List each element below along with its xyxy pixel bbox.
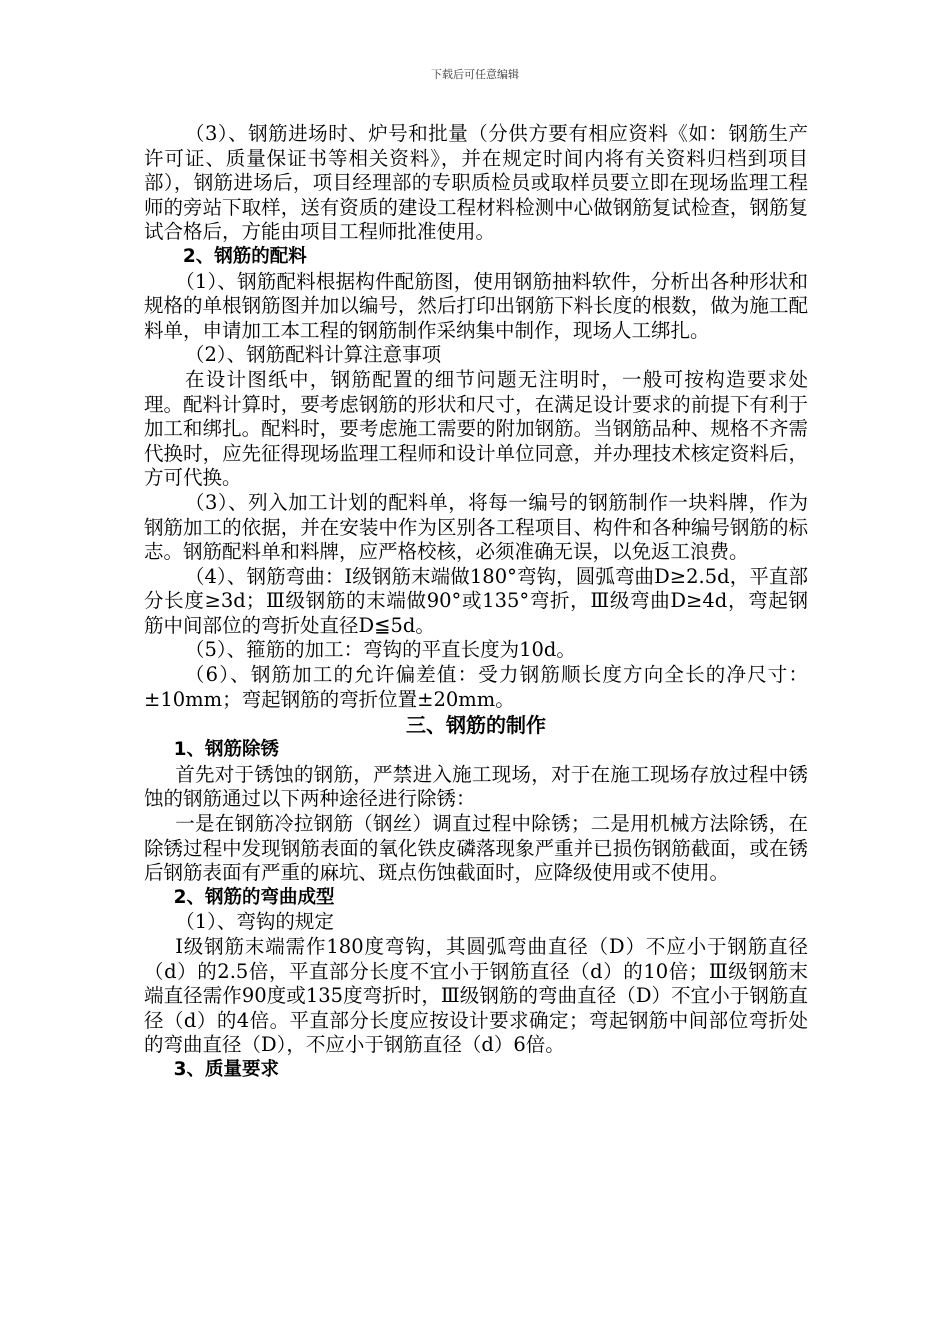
document-body <box>144 122 808 1083</box>
heading-steel-batching: 2、钢筋的配料 <box>182 245 307 267</box>
paragraph-rust-2: 一是在钢筋冷拉钢筋（钢丝）调直过程中除锈；二是用机械方法除锈，在除锈过程中发现钢筋表面的氧化铁皮磷落现象严重并已损伤钢筋截面，或在锈后钢筋表面有严重的麻坑、斑点伤蚀截面时，应降级使用或不使用。 <box>144 812 808 885</box>
paragraph-steel-arrival: （3）、钢筋进场时、炉号和批量（分供方要有相应资料《如：钢筋生产许可证、质量保证书等相关资料》，并在规定时间内将有关资料归档到项目部），钢筋进场后，项目经理部的专职质检员或取样员要立即在现场监理工程师的旁站下取样，送有资质的建设工程材料检测中心做钢筋复试检查，钢筋复试合格后，方能由项目工程师批准使用。 <box>144 122 808 244</box>
page-header: 下载后可任意编辑 <box>431 68 519 81</box>
paragraph-hook-rules-title: （1）、弯钩的规定 <box>175 910 334 934</box>
paragraph-batching-2-body: 在设计图纸中，钢筋配置的细节问题无注明时，一般可按构造要求处理。配料计算时，要考虑钢筋的形状和尺寸，在满足设计要求的前提下有利于加工和绑扎。配料时，要考虑施工需要的附加钢筋。当钢筋品种、规格不齐需代换时，应先征得现场监理工程师和设计单位同意，并办理技术核定资料后，方可代换。 <box>144 367 808 490</box>
paragraph-batching-1: （1）、钢筋配料根据构件配筋图，使用钢筋抽料软件，分析出各种形状和规格的单根钢筋图并加以编号，然后打印出钢筋下料长度的根数，做为施工配料单，申请加工本工程的钢筋制作采纳集中制作，现场人工绑扎。 <box>144 269 808 342</box>
paragraph-hook-rules-body: I级钢筋末端需作180度弯钩，其圆弧弯曲直径（D）不应小于钢筋直径（d）的2.5倍，平直部分长度不宜小于钢筋直径（d）的10倍；Ⅲ级钢筋末端直径需作90度或135度弯折时，Ⅲ级钢筋的弯曲直径（D）不宜小于钢筋直径（d）的4倍。平直部分长度应按设计要求确定；弯起钢筋中间部位弯折处的弯曲直径（D），不应小于钢筋直径（d）6倍。 <box>144 935 808 1057</box>
paragraph-batching-3: （3）、列入加工计划的配料单，将每一编号的钢筋制作一块料牌，作为钢筋加工的依据，并在安装中作为区别各工程项目、构件和各种编号钢筋的标志。钢筋配料单和料牌，应严格校核，必须准确无误，以免返工浪费。 <box>144 490 808 564</box>
paragraph-batching-4: （4）、钢筋弯曲：Ⅰ级钢筋末端做180°弯钩，圆弧弯曲D≥2.5d，平直部分长度≥3d；Ⅲ级钢筋的末端做90°或135°弯折，Ⅲ级弯曲D≥4d，弯起钢筋中间部位的弯折处直径D≦5d。 <box>144 564 808 637</box>
paragraph-batching-2-title: （2）、钢筋配料计算注意事项 <box>184 343 442 367</box>
paragraph-batching-6: （6）、钢筋加工的允许偏差值：受力钢筋顺长度方向全长的净尺寸：±10mm；弯起钢筋的弯折位置±20mm。 <box>144 663 808 711</box>
heading-quality: 3、质量要求 <box>173 1058 279 1080</box>
paragraph-batching-5: （5）、箍筋的加工：弯钩的平直长度为10d。 <box>184 638 576 662</box>
paragraph-rust-1: 首先对于锈蚀的钢筋，严禁进入施工现场，对于在施工现场存放过程中锈蚀的钢筋通过以下两种途径进行除锈： <box>144 762 808 811</box>
heading-rust-removal: 1、钢筋除锈 <box>173 739 279 761</box>
heading-bending: 2、钢筋的弯曲成型 <box>173 886 335 908</box>
section-title-steel-fabrication: 三、钢筋的制作 <box>406 713 546 738</box>
